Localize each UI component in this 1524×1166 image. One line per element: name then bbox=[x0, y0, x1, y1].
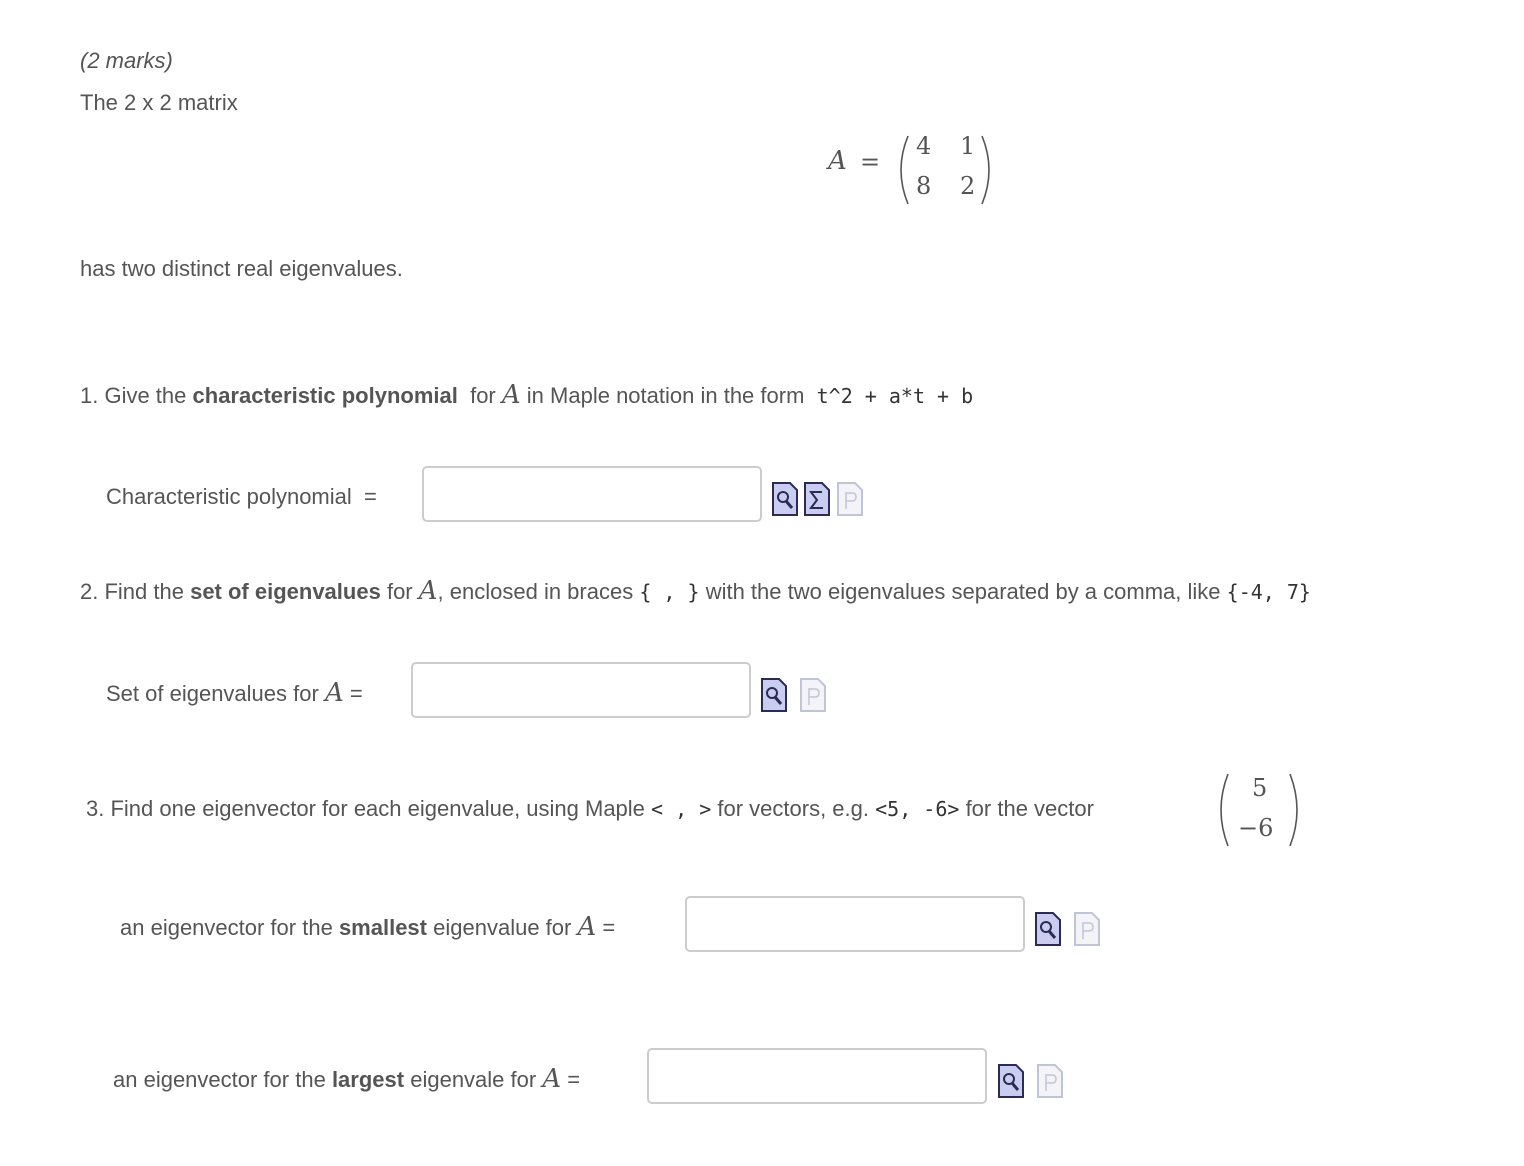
q2-label-var: A bbox=[324, 678, 344, 708]
q2-code-braces: { , } bbox=[639, 580, 700, 604]
q2-label-text: Set of eigenvalues for bbox=[106, 681, 319, 706]
q2-mid3: with the two eigenvalues separated by a comma, like bbox=[705, 579, 1221, 604]
equation-editor-icon[interactable] bbox=[804, 482, 830, 516]
q3-small-var: A bbox=[577, 912, 597, 942]
q3-prefix: 3. Find one eigenvector for each eigenvalue, using Maple bbox=[86, 796, 645, 821]
q2-label bbox=[106, 678, 363, 708]
eigenvalues-input[interactable] bbox=[411, 662, 751, 718]
q2-var: A bbox=[418, 576, 438, 606]
q3-small-equals: = bbox=[602, 915, 616, 940]
preview-icon[interactable] bbox=[1035, 912, 1061, 946]
q3-large-var: A bbox=[542, 1064, 562, 1094]
plot-icon[interactable] bbox=[800, 678, 826, 712]
q1-var: A bbox=[501, 380, 521, 410]
largest-eigenvector-input[interactable] bbox=[647, 1048, 987, 1104]
q3-small-pre: an eigenvector for the bbox=[120, 915, 333, 940]
q3-large-pre: an eigenvector for the bbox=[113, 1067, 326, 1092]
q2-prompt bbox=[80, 576, 1311, 606]
q1-mid1: for bbox=[470, 383, 496, 408]
q1-prompt bbox=[80, 380, 973, 410]
q1-label bbox=[106, 484, 377, 510]
q1-mid2: in Maple notation in the form bbox=[526, 383, 805, 408]
matrix-r2c1: 8 bbox=[916, 172, 932, 200]
q2-prefix: 2. Find the bbox=[80, 579, 184, 604]
q1-bold: characteristic polynomial bbox=[192, 383, 458, 408]
preview-icon[interactable] bbox=[761, 678, 787, 712]
plot-icon[interactable] bbox=[1074, 912, 1100, 946]
q3-large-label bbox=[113, 1064, 580, 1094]
vector-bottom: −6 bbox=[1238, 814, 1274, 842]
q3-large-post: eigenvale for bbox=[410, 1067, 537, 1092]
q3-small-bold: smallest bbox=[338, 915, 427, 940]
plot-icon[interactable] bbox=[837, 482, 863, 516]
q2-mid2: , enclosed in braces bbox=[437, 579, 634, 604]
q2-bold: set of eigenvalues bbox=[190, 579, 381, 604]
matrix-parens bbox=[894, 132, 998, 208]
matrix-r1c1: 4 bbox=[916, 132, 932, 160]
q3-small-post: eigenvalue for bbox=[433, 915, 572, 940]
characteristic-polynomial-input[interactable] bbox=[422, 466, 762, 522]
q2-equals: = bbox=[349, 681, 363, 706]
q3-mid1: for vectors, e.g. bbox=[717, 796, 870, 821]
preview-icon[interactable] bbox=[998, 1064, 1024, 1098]
matrix-name: A bbox=[828, 146, 847, 176]
intro-text: The 2 x 2 matrix bbox=[80, 90, 238, 115]
q3-large-bold: largest bbox=[331, 1067, 405, 1092]
vector-top: 5 bbox=[1252, 774, 1268, 802]
q1-prefix: 1. Give the bbox=[80, 383, 187, 408]
matrix-equals: = bbox=[860, 148, 881, 176]
smallest-eigenvector-input[interactable] bbox=[685, 896, 1025, 952]
plot-icon[interactable] bbox=[1037, 1064, 1063, 1098]
q3-code-example: <5, -6> bbox=[875, 797, 960, 821]
q1-equals: = bbox=[364, 484, 377, 509]
matrix-r1c2: 1 bbox=[960, 132, 976, 160]
preview-icon[interactable] bbox=[772, 482, 798, 516]
q1-label-text: Characteristic polynomial bbox=[106, 484, 352, 509]
q2-mid1: for bbox=[386, 579, 413, 604]
q3-small-label bbox=[120, 912, 615, 942]
q1-code: t^2 + a*t + b bbox=[816, 384, 974, 408]
q3-mid2: for the vector bbox=[965, 796, 1094, 821]
q2-code-example: {-4, 7} bbox=[1226, 580, 1311, 604]
matrix-r2c2: 2 bbox=[960, 172, 976, 200]
marks-label: (2 marks) bbox=[80, 48, 173, 73]
after-matrix-text: has two distinct real eigenvalues. bbox=[80, 256, 403, 281]
q3-large-equals: = bbox=[567, 1067, 581, 1092]
q3-prompt bbox=[86, 796, 1094, 822]
q3-code-vector: < , > bbox=[651, 797, 712, 821]
